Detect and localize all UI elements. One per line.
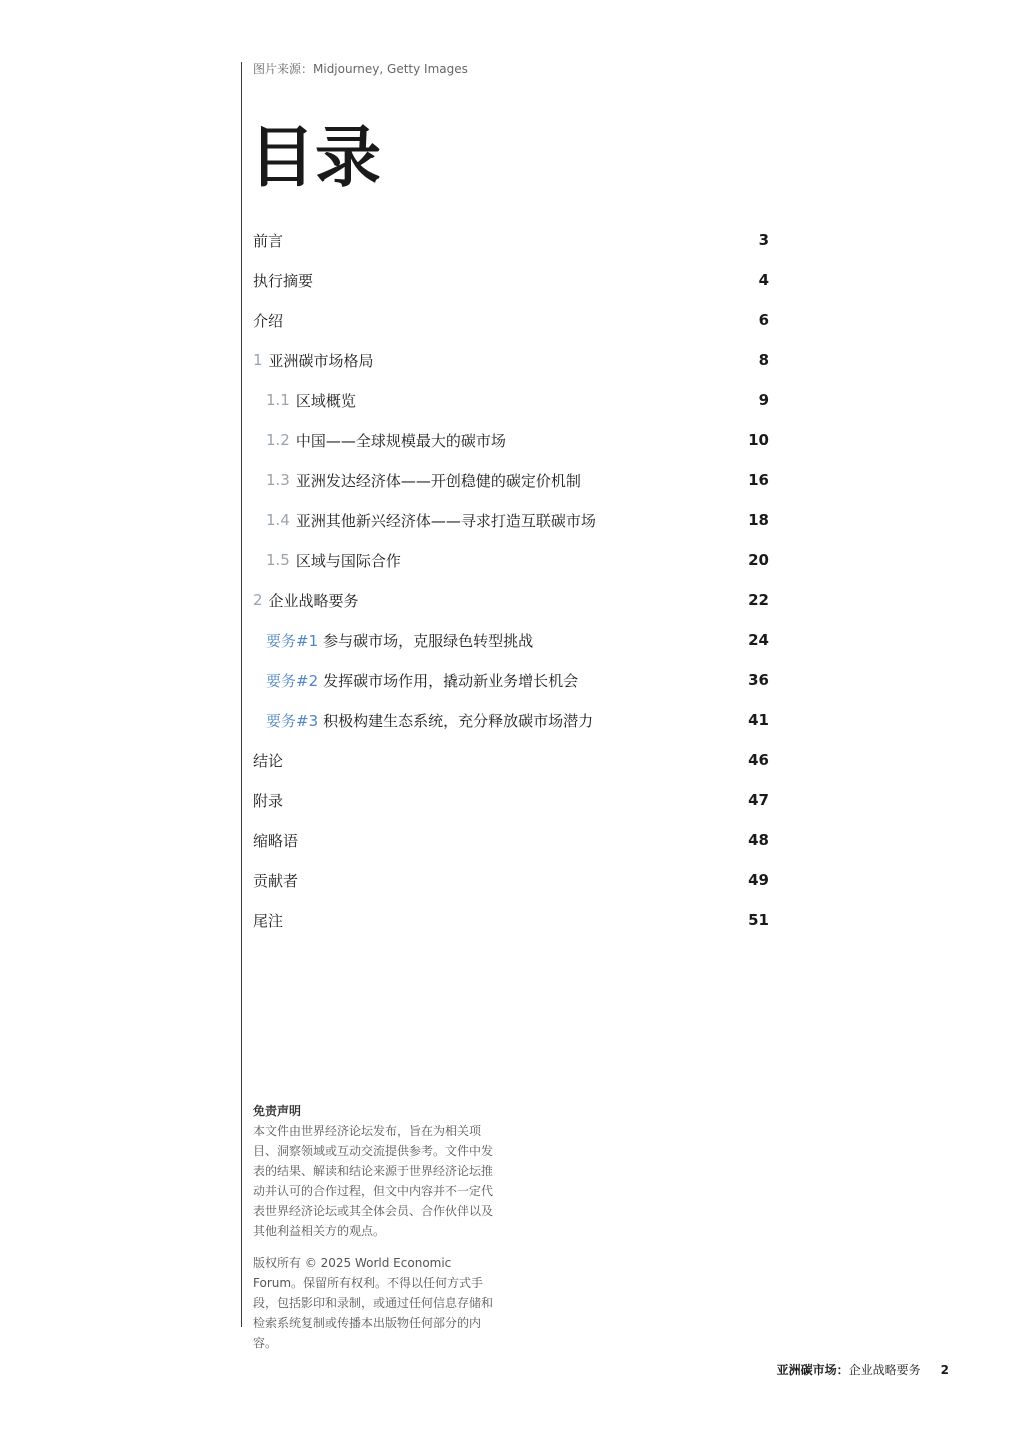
toc-entry-label: 积极构建生态系统，充分释放碳市场潜力: [323, 711, 594, 730]
toc-entry-label: 缩略语: [253, 831, 299, 850]
toc-entry-label: 亚洲发达经济体——开创稳健的碳定价机制: [295, 471, 581, 490]
toc-entry-page: 9: [758, 391, 769, 409]
toc-entry-label: 亚洲碳市场格局: [268, 351, 374, 370]
toc-entry-heading: [253, 870, 298, 891]
toc-entry-heading: [266, 550, 401, 571]
toc-entry-heading: [253, 230, 283, 251]
toc-entry-label: 前言: [253, 231, 284, 250]
toc-entry-page: 48: [748, 831, 769, 849]
toc-entry-label: 中国——全球规模最大的碳市场: [295, 431, 506, 450]
toc-entry[interactable]: [253, 340, 769, 380]
footer-page-number: 2: [940, 1363, 949, 1377]
toc-entry[interactable]: [253, 460, 769, 500]
vertical-rule: [241, 62, 242, 1327]
toc-entry-page: 36: [748, 671, 769, 689]
toc-entry-page: 16: [748, 471, 769, 489]
toc-entry-number: 2: [253, 591, 263, 609]
footer-subtitle: 企业战略要务: [848, 1363, 921, 1377]
toc-entry-heading: [253, 270, 313, 291]
toc-entry-heading: [253, 590, 359, 611]
toc-entry[interactable]: [253, 500, 769, 540]
toc-entry[interactable]: [253, 900, 769, 940]
toc-entry[interactable]: [253, 780, 769, 820]
table-of-contents: [253, 220, 769, 940]
toc-entry-page: 18: [748, 511, 769, 529]
toc-entry[interactable]: [253, 580, 769, 620]
toc-entry-page: 47: [748, 791, 769, 809]
toc-entry-number: 1: [253, 351, 263, 369]
footer-report-title: 亚洲碳市场：: [776, 1363, 849, 1377]
toc-entry-heading: [253, 790, 283, 811]
page-title: 目录: [249, 119, 381, 196]
image-credit: 图片来源：Midjourney, Getty Images: [253, 62, 468, 76]
toc-entry[interactable]: [253, 300, 769, 340]
toc-entry-heading: [253, 750, 283, 771]
toc-entry[interactable]: [253, 540, 769, 580]
toc-entry-number: 1.4: [266, 511, 290, 529]
toc-entry-page: 46: [748, 751, 769, 769]
toc-entry-number: 1.5: [266, 551, 290, 569]
toc-entry[interactable]: [253, 860, 769, 900]
toc-entry-page: 22: [748, 591, 769, 609]
toc-entry-heading: [253, 310, 283, 331]
toc-entry-label: 执行摘要: [253, 271, 314, 290]
toc-entry-label: 亚洲其他新兴经济体——寻求打造互联碳市场: [295, 511, 596, 530]
toc-entry[interactable]: [253, 220, 769, 260]
toc-entry-page: 10: [748, 431, 769, 449]
toc-entry-label: 附录: [253, 791, 284, 810]
toc-entry-heading: [253, 350, 374, 371]
toc-entry[interactable]: [253, 660, 769, 700]
copyright-notice: 版权所有 © 2025 World Economic Forum。保留所有权利。不得以任何方式手段，包括影印和录制，或通过任何信息存储和检索系统复制或传播本出版物任何部分的内容。: [253, 1256, 494, 1350]
toc-entry-page: 3: [758, 231, 769, 249]
toc-entry-label: 参与碳市场，克服绿色转型挑战: [323, 631, 534, 650]
toc-entry-label: 区域概览: [295, 391, 356, 410]
toc-entry-page: 20: [748, 551, 769, 569]
toc-entry[interactable]: [253, 700, 769, 740]
toc-entry-page: 24: [748, 631, 769, 649]
toc-entry-label: 结论: [253, 751, 284, 770]
toc-entry-heading: [266, 710, 593, 731]
toc-entry-page: 41: [748, 711, 769, 729]
toc-entry-page: 51: [748, 911, 769, 929]
toc-entry-label: 企业战略要务: [268, 591, 359, 610]
toc-entry[interactable]: [253, 260, 769, 300]
toc-entry-label: 尾注: [253, 911, 284, 930]
toc-entry-heading: [266, 670, 578, 691]
toc-entry-label: 贡献者: [253, 871, 299, 890]
toc-entry-heading: [266, 390, 356, 411]
toc-entry-heading: [266, 510, 596, 531]
toc-entry-page: 6: [758, 311, 769, 329]
toc-entry-heading: [266, 470, 581, 491]
toc-entry[interactable]: [253, 380, 769, 420]
disclaimer: [253, 1101, 503, 1353]
toc-entry-number: 要务#2: [266, 671, 319, 690]
toc-entry-page: 49: [748, 871, 769, 889]
page-footer: [777, 1361, 949, 1378]
toc-entry-label: 介绍: [253, 311, 284, 330]
toc-entry[interactable]: [253, 820, 769, 860]
toc-entry-label: 区域与国际合作: [295, 551, 401, 570]
toc-entry-number: 要务#3: [266, 711, 319, 730]
toc-entry[interactable]: [253, 420, 769, 460]
disclaimer-body: 本文件由世界经济论坛发布，旨在为相关项目、洞察领域或互动交流提供参考。文件中发表的结果、解读和结论来源于世界经济论坛推动并认可的合作过程，但文中内容并不一定代表世界经济论坛或其全体会员、合作伙伴以及其他利益相关方的观点。: [253, 1124, 494, 1238]
toc-entry-heading: [266, 630, 533, 651]
disclaimer-title: 免责声明: [253, 1104, 302, 1118]
toc-entry-heading: [266, 430, 506, 451]
toc-entry-label: 发挥碳市场作用，撬动新业务增长机会: [323, 671, 579, 690]
toc-entry-number: 1.2: [266, 431, 290, 449]
toc-entry[interactable]: [253, 620, 769, 660]
toc-entry-page: 8: [758, 351, 769, 369]
toc-entry-number: 1.3: [266, 471, 290, 489]
toc-entry-number: 要务#1: [266, 631, 319, 650]
toc-entry[interactable]: [253, 740, 769, 780]
toc-entry-heading: [253, 830, 298, 851]
toc-entry-number: 1.1: [266, 391, 290, 409]
toc-entry-page: 4: [758, 271, 769, 289]
toc-entry-heading: [253, 910, 283, 931]
